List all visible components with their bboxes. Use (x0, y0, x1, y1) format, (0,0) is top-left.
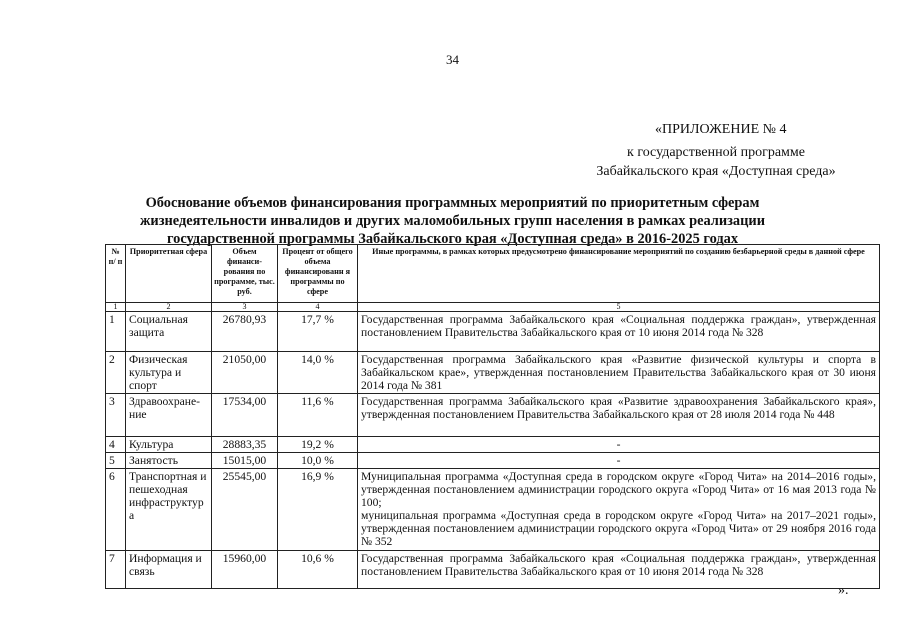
document-title: Обоснование объемов финансирования программных мероприятий по приоритетным сферам жизнедеятельности инвалидов и других маломобильных групп населения в рамках реализации государственной программы Забайкальского края «Доступная среда» в 2016-2025 годах (139, 195, 765, 247)
row-sphere: Транспортная и пешеходная инфраструктур а (126, 469, 212, 551)
table-row (106, 453, 880, 469)
row-percent: 10,0 % (278, 453, 358, 469)
column-number: 4 (278, 303, 358, 312)
row-number: 1 (106, 312, 126, 352)
row-percent: 10,6 % (278, 551, 358, 589)
header-sphere: Приоритетная сфера (126, 245, 212, 303)
row-percent: 14,0 % (278, 352, 358, 394)
row-percent: 11,6 % (278, 394, 358, 437)
closing-quote: ». (838, 583, 849, 598)
column-number-row (106, 303, 880, 312)
row-sphere: Здравоохране-ние (126, 394, 212, 437)
row-sphere: Физическая культура и спорт (126, 352, 212, 394)
row-number: 5 (106, 453, 126, 469)
row-programs: - (358, 453, 880, 469)
column-number: 3 (212, 303, 278, 312)
header-other-programs: Иные программы, в рамках которых предусмотрено финансирование мероприятий по созданию безбарьерной среды в данной сфере (358, 245, 880, 303)
row-program-text: муниципальная программа «Доступная среда в городском округе «Город Чита» на 2017–2021 годы», утвержденная постановлением администрации городского округа «Город Чита» от 29 ноября 2016 года № 352 (361, 509, 876, 548)
table-row (106, 437, 880, 453)
table-row (106, 469, 880, 551)
row-percent: 17,7 % (278, 312, 358, 352)
row-financing: 17534,00 (212, 394, 278, 437)
row-programs: Государственная программа Забайкальского края «Социальная поддержка граждан», утвержденная постановлением Правительства Забайкальского края от 10 июня 2014 года № 328 (358, 551, 880, 589)
row-financing: 21050,00 (212, 352, 278, 394)
row-program-text: Муниципальная программа «Доступная среда в городском округе «Город Чита» на 2014–2016 годы», утвержденная постановлением администрации городского округа «Город Чита» от 16 мая 2013 года № 100; (361, 470, 876, 509)
table-row (106, 352, 880, 394)
table-row (106, 312, 880, 352)
row-financing: 26780,93 (212, 312, 278, 352)
header-financing: Объем финанси-рования по программе, тыс. руб. (212, 245, 278, 303)
row-sphere: Культура (126, 437, 212, 453)
appendix-subtitle (560, 143, 872, 181)
table-row (106, 551, 880, 589)
header-percent: Процент от общего объема финансированн я программы по сфере (278, 245, 358, 303)
row-percent: 19,2 % (278, 437, 358, 453)
row-financing: 15960,00 (212, 551, 278, 589)
column-number: 1 (106, 303, 126, 312)
row-programs: Государственная программа Забайкальского края «Социальная поддержка граждан», утвержденная постановлением Правительства Забайкальского края от 10 июня 2014 года № 328 (358, 312, 880, 352)
row-programs: - (358, 437, 880, 453)
appendix-line-2: Забайкальского края «Доступная среда» (596, 164, 836, 179)
row-financing: 25545,00 (212, 469, 278, 551)
row-financing: 28883,35 (212, 437, 278, 453)
row-number: 7 (106, 551, 126, 589)
row-percent: 16,9 % (278, 469, 358, 551)
row-number: 2 (106, 352, 126, 394)
row-number: 4 (106, 437, 126, 453)
row-programs: Государственная программа Забайкальского края «Развитие физической культуры и спорта в Забайкальском крае», утвержденная постановлением Правительства Забайкальского края от 30 июня 2014 года № 381 (358, 352, 880, 394)
page-number: 34 (446, 52, 459, 67)
row-number: 6 (106, 469, 126, 551)
row-financing: 15015,00 (212, 453, 278, 469)
appendix-line-1: к государственной программе (627, 145, 805, 160)
column-number: 5 (358, 303, 880, 312)
row-sphere: Занятость (126, 453, 212, 469)
financing-table (105, 244, 880, 589)
row-number: 3 (106, 394, 126, 437)
column-number: 2 (126, 303, 212, 312)
table-row (106, 394, 880, 437)
row-sphere: Социальная защита (126, 312, 212, 352)
header-number: № п/ п (106, 245, 126, 303)
appendix-title: «ПРИЛОЖЕНИЕ № 4 (655, 122, 787, 137)
row-sphere: Информация и связь (126, 551, 212, 589)
table-header-row (106, 245, 880, 303)
row-programs (358, 469, 880, 551)
row-programs: Государственная программа Забайкальского края «Развитие здравоохранения Забайкальского края», утвержденная постановлением Правительства Забайкальского края от 28 июля 2014 года № 448 (358, 394, 880, 437)
